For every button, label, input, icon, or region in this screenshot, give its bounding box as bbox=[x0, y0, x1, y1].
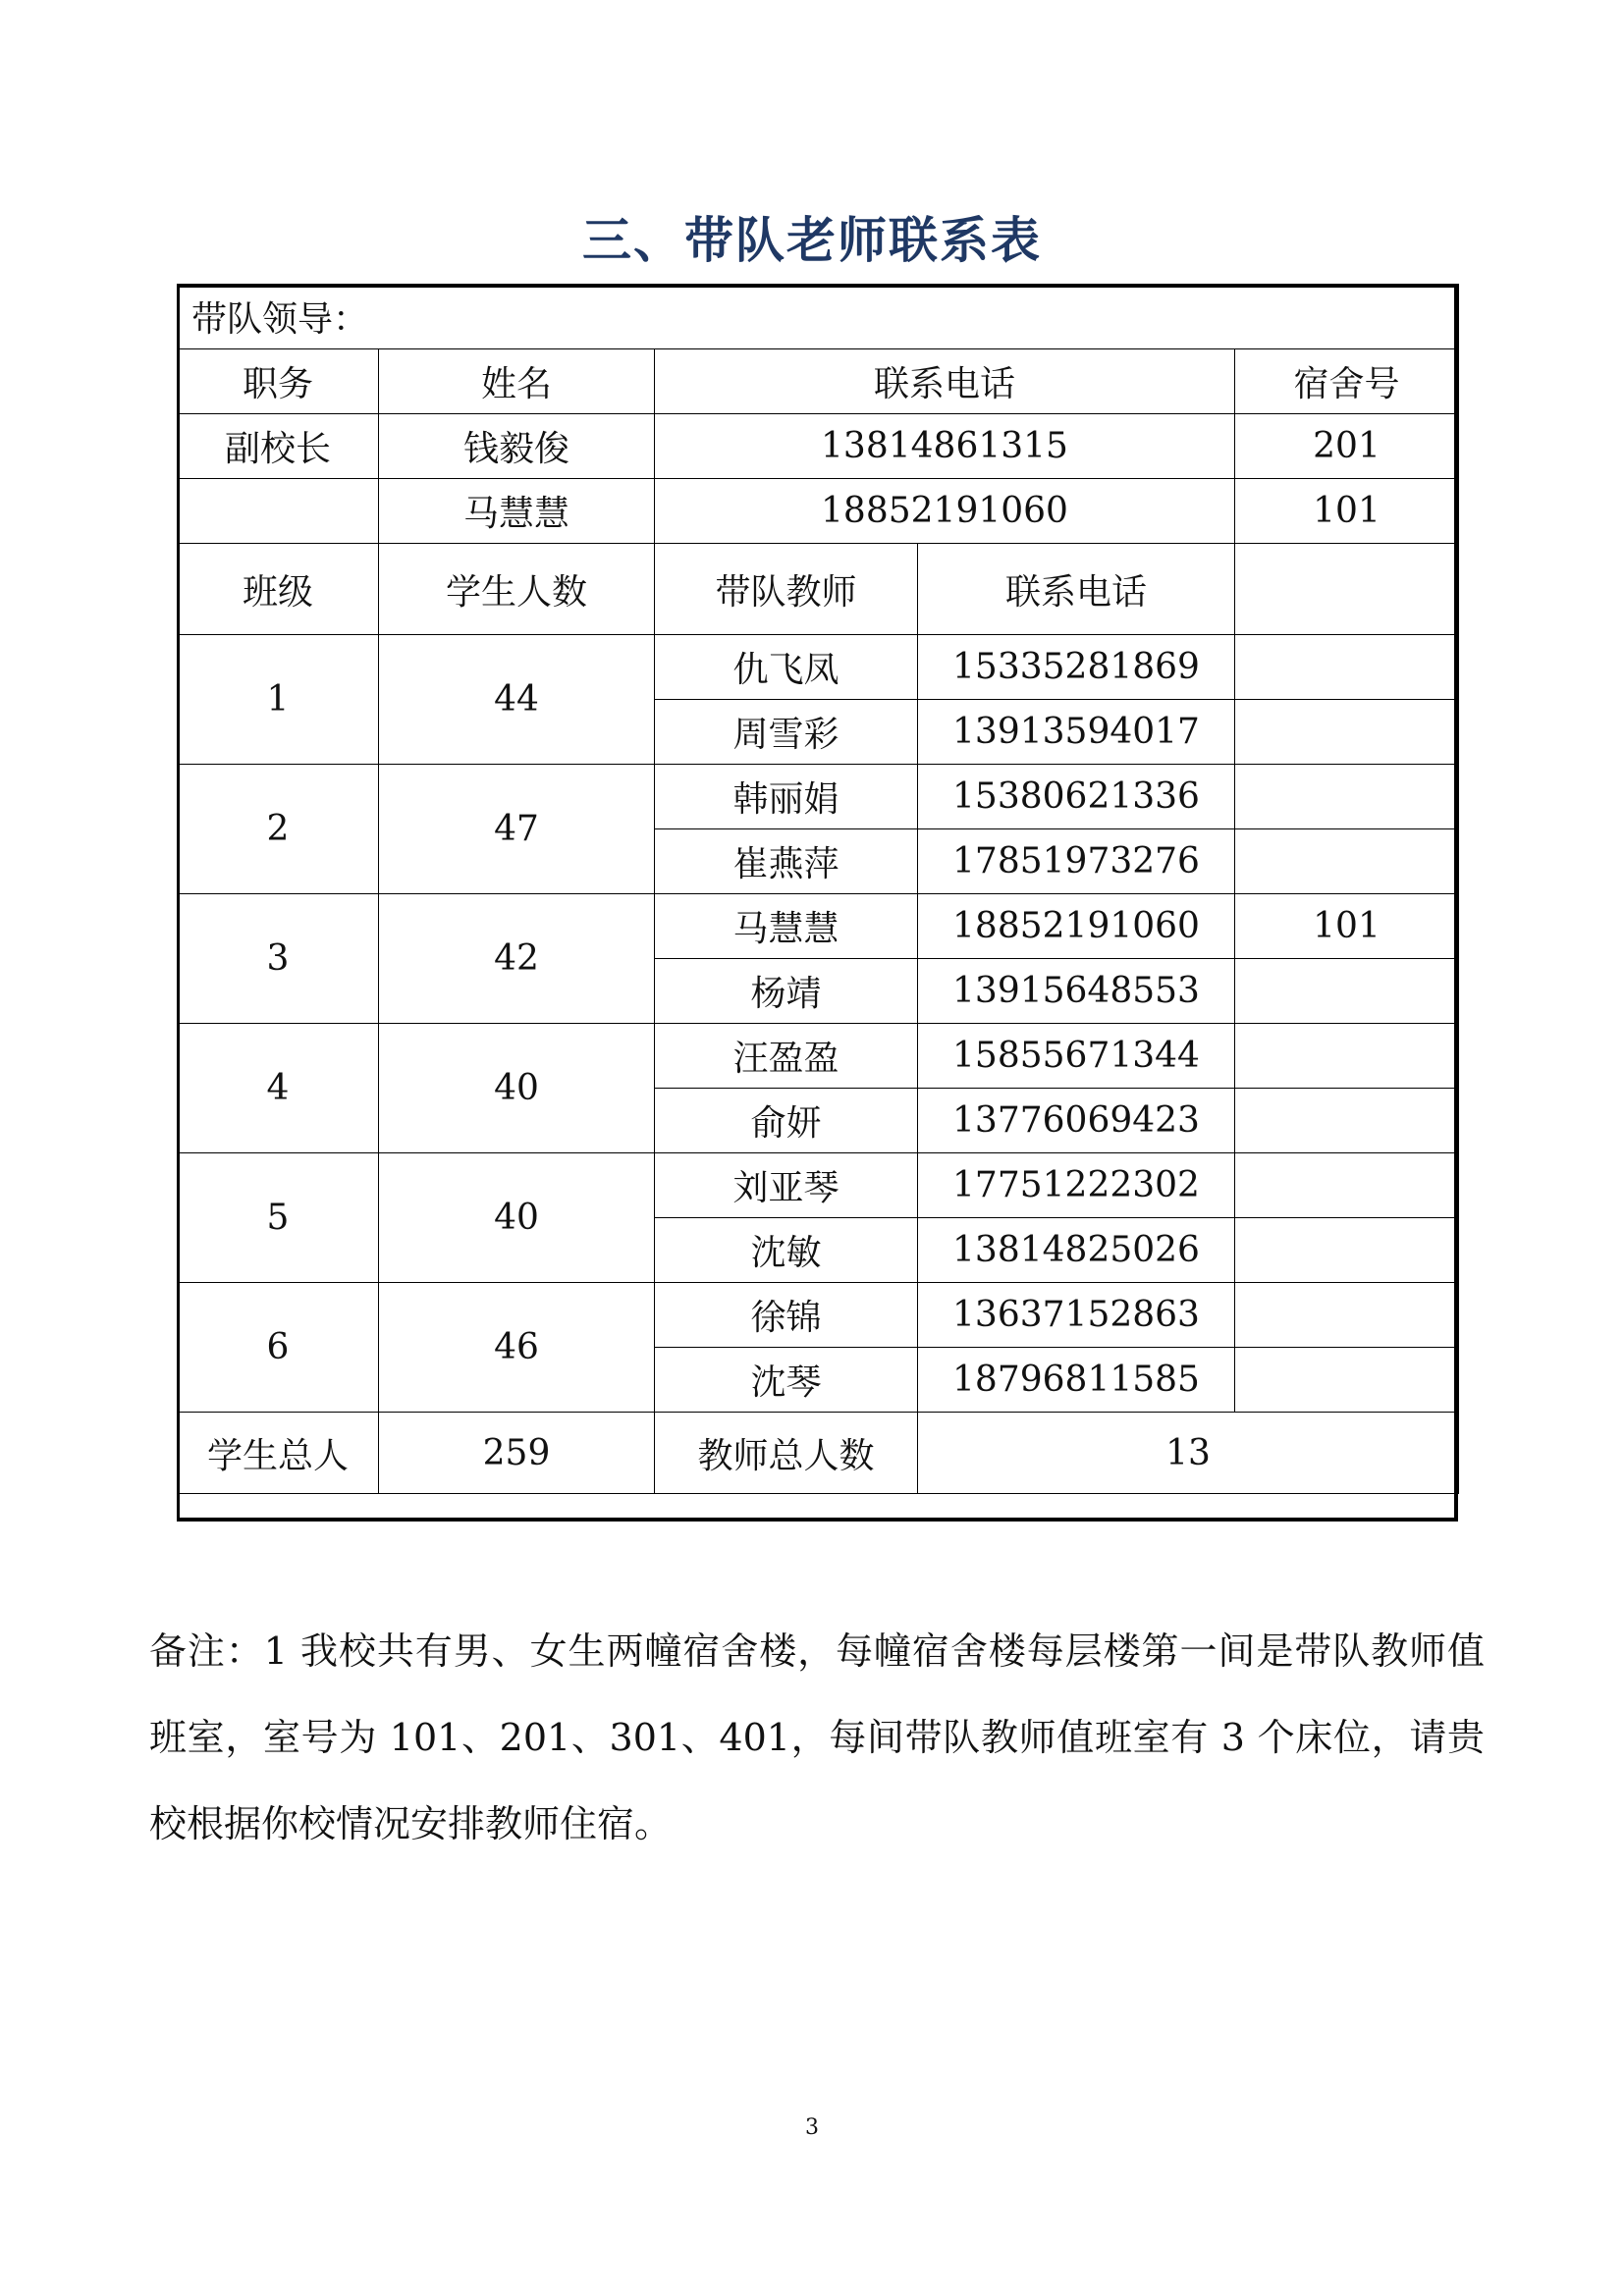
leader-header-row bbox=[178, 349, 1459, 414]
teacher-phone: 15380621336 bbox=[918, 765, 1235, 829]
teacher-room bbox=[1235, 959, 1459, 1024]
header-role: 职务 bbox=[178, 349, 379, 414]
teacher-phone: 13776069423 bbox=[918, 1089, 1235, 1153]
teacher-phone: 13915648553 bbox=[918, 959, 1235, 1024]
teacher-name: 刘亚琴 bbox=[655, 1153, 918, 1218]
teacher-name: 周雪彩 bbox=[655, 700, 918, 765]
total-teachers-label: 教师总人数 bbox=[655, 1413, 918, 1494]
leader-row bbox=[178, 479, 1459, 544]
teacher-room bbox=[1235, 1153, 1459, 1218]
teacher-phone: 15855671344 bbox=[918, 1024, 1235, 1089]
teacher-phone: 13637152863 bbox=[918, 1283, 1235, 1348]
teacher-name: 汪盈盈 bbox=[655, 1024, 918, 1089]
teacher-room bbox=[1235, 700, 1459, 765]
teacher-phone: 18852191060 bbox=[918, 894, 1235, 959]
teacher-room bbox=[1235, 1218, 1459, 1283]
student-count: 46 bbox=[379, 1283, 655, 1413]
total-students-value: 259 bbox=[379, 1413, 655, 1494]
teacher-phone: 17851973276 bbox=[918, 829, 1235, 894]
teacher-phone: 13814825026 bbox=[918, 1218, 1235, 1283]
header-phone: 联系电话 bbox=[655, 349, 1235, 414]
teacher-room bbox=[1235, 1024, 1459, 1089]
student-count: 47 bbox=[379, 765, 655, 894]
teacher-room bbox=[1235, 829, 1459, 894]
leader-row bbox=[178, 414, 1459, 479]
teacher-name: 杨靖 bbox=[655, 959, 918, 1024]
table-row bbox=[178, 894, 1459, 959]
table-row bbox=[178, 765, 1459, 829]
header-blank bbox=[1235, 544, 1459, 635]
student-count: 42 bbox=[379, 894, 655, 1024]
leader-phone: 13814861315 bbox=[655, 414, 1235, 479]
teacher-room bbox=[1235, 1089, 1459, 1153]
teacher-phone: 18796811585 bbox=[918, 1348, 1235, 1413]
teacher-name: 徐锦 bbox=[655, 1283, 918, 1348]
header-class: 班级 bbox=[178, 544, 379, 635]
teacher-name: 崔燕萍 bbox=[655, 829, 918, 894]
class-header-row bbox=[178, 544, 1459, 635]
teacher-phone: 15335281869 bbox=[918, 635, 1235, 700]
header-teacher-phone: 联系电话 bbox=[918, 544, 1235, 635]
class-number: 4 bbox=[178, 1024, 379, 1153]
leader-role bbox=[178, 479, 379, 544]
class-number: 6 bbox=[178, 1283, 379, 1413]
teacher-name: 沈敏 bbox=[655, 1218, 918, 1283]
student-count: 40 bbox=[379, 1153, 655, 1283]
header-student-count: 学生人数 bbox=[379, 544, 655, 635]
leader-room: 201 bbox=[1235, 414, 1459, 479]
page-title: 三、带队老师联系表 bbox=[582, 212, 1042, 269]
header-teacher: 带队教师 bbox=[655, 544, 918, 635]
table-row bbox=[178, 1024, 1459, 1089]
class-number: 1 bbox=[178, 635, 379, 765]
student-count: 40 bbox=[379, 1024, 655, 1153]
leader-room: 101 bbox=[1235, 479, 1459, 544]
teacher-room: 101 bbox=[1235, 894, 1459, 959]
teacher-room bbox=[1235, 635, 1459, 700]
teacher-room bbox=[1235, 1348, 1459, 1413]
header-name: 姓名 bbox=[379, 349, 655, 414]
teacher-room bbox=[1235, 765, 1459, 829]
teacher-name: 俞妍 bbox=[655, 1089, 918, 1153]
teacher-phone: 13913594017 bbox=[918, 700, 1235, 765]
table-row bbox=[178, 635, 1459, 700]
leader-label: 带队领导： bbox=[178, 285, 1459, 349]
class-number: 5 bbox=[178, 1153, 379, 1283]
leader-phone: 18852191060 bbox=[655, 479, 1235, 544]
teacher-name: 韩丽娟 bbox=[655, 765, 918, 829]
leader-label-row bbox=[178, 285, 1459, 349]
contact-table bbox=[177, 284, 1459, 1494]
total-students-label: 学生总人 bbox=[178, 1413, 379, 1494]
table-row bbox=[178, 1283, 1459, 1348]
leader-name: 钱毅俊 bbox=[379, 414, 655, 479]
header-room: 宿舍号 bbox=[1235, 349, 1459, 414]
class-number: 2 bbox=[178, 765, 379, 894]
teacher-room bbox=[1235, 1283, 1459, 1348]
class-number: 3 bbox=[178, 894, 379, 1024]
leader-role: 副校长 bbox=[178, 414, 379, 479]
teacher-phone: 17751222302 bbox=[918, 1153, 1235, 1218]
total-teachers-value: 13 bbox=[918, 1413, 1459, 1494]
student-count: 44 bbox=[379, 635, 655, 765]
remarks: 备注：1 我校共有男、女生两幢宿舍楼，每幢宿舍楼每层楼第一间是带队教师值班室，室号为 101、201、301、401，每间带队教师值班室有 3 个床位，请贵校根据你校情况安排教师住宿。 bbox=[149, 1629, 1485, 1845]
leader-name: 马慧慧 bbox=[379, 479, 655, 544]
page-number: 3 bbox=[805, 2115, 819, 2140]
teacher-name: 沈琴 bbox=[655, 1348, 918, 1413]
totals-row bbox=[178, 1413, 1459, 1494]
teacher-name: 马慧慧 bbox=[655, 894, 918, 959]
teacher-name: 仇飞凤 bbox=[655, 635, 918, 700]
table-row bbox=[178, 1153, 1459, 1218]
